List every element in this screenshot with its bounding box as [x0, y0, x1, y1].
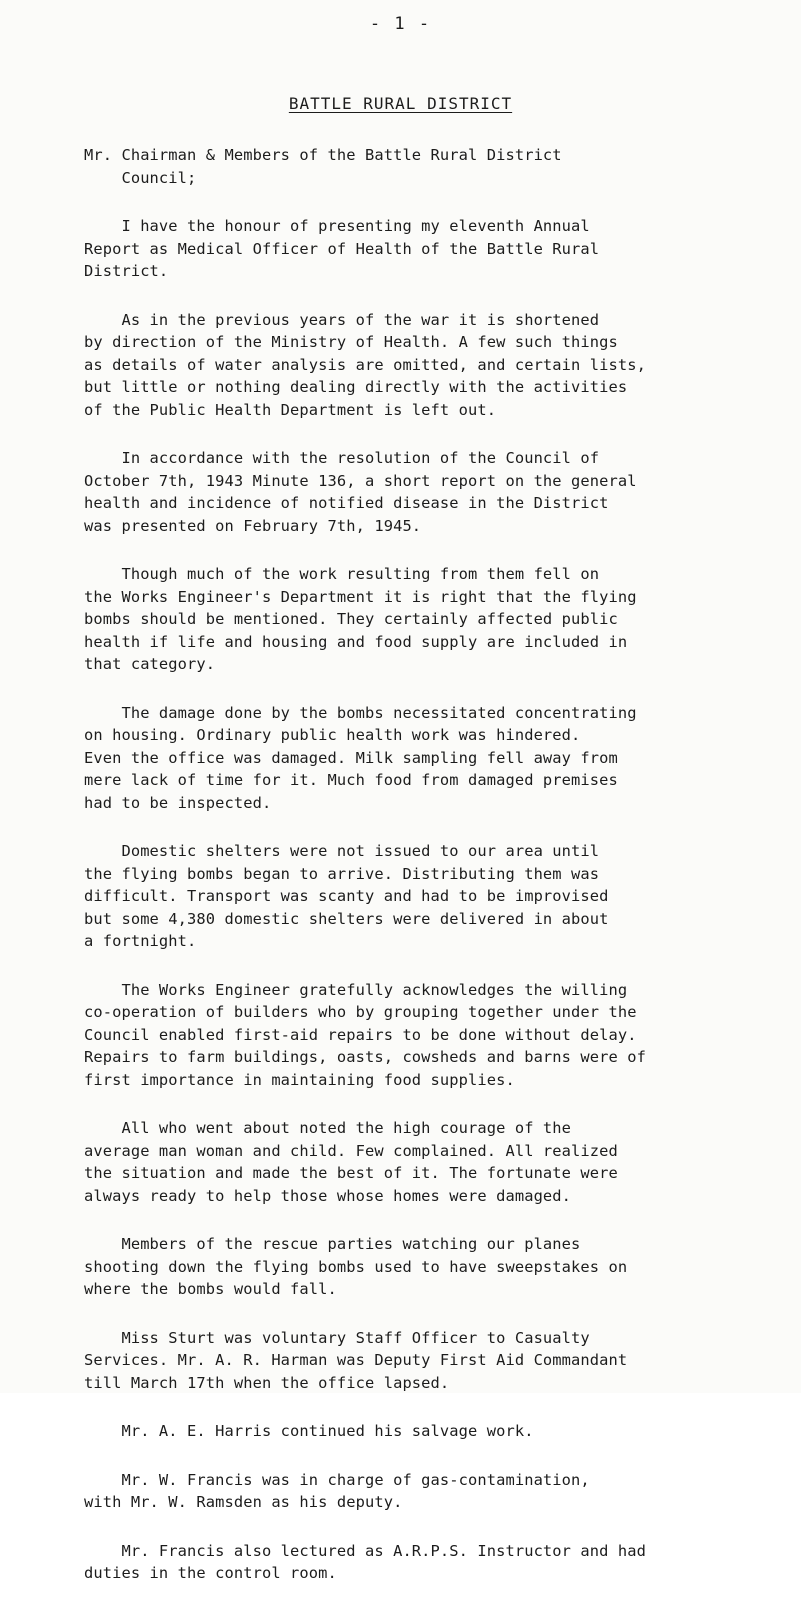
paragraph-line: Mr. Chairman & Members of the Battle Rural District	[84, 146, 562, 164]
paragraph-line: mere lack of time for it. Much food from damaged premises	[84, 771, 618, 789]
paragraph-line: Repairs to farm buildings, oasts, cowsheds and barns were of	[84, 1048, 646, 1066]
paragraph-line: by direction of the Ministry of Health. A few such things	[84, 333, 618, 351]
paragraph-line: bombs should be mentioned. They certainly affected public	[84, 610, 618, 628]
paragraph-line: the situation and made the best of it. The fortunate were	[84, 1164, 618, 1182]
paragraph-line: with Mr. W. Ramsden as his deputy.	[84, 1493, 403, 1511]
paragraph-line: as details of water analysis are omitted, and certain lists,	[84, 355, 646, 374]
paragraph-line: health if life and housing and food supply are included in	[84, 632, 628, 651]
paragraph-line: but little or nothing dealing directly with the activities	[84, 378, 628, 396]
paragraph-line: health and incidence of notified disease in the District	[84, 494, 609, 512]
paragraph-line: All who went about noted the high courage of the	[84, 1119, 572, 1137]
heading-text: BATTLE RURAL DISTRICT	[288, 94, 513, 113]
paragraph-line: duties in the control room.	[84, 1564, 337, 1582]
document-heading	[0, 94, 801, 113]
report-paragraph	[84, 447, 774, 537]
paragraph-line: Members of the rescue parties watching our planes	[84, 1235, 581, 1253]
paragraph-line: always ready to help those whose homes were damaged.	[84, 1186, 572, 1205]
paragraph-line: As in the previous years of the war it is shortened	[84, 310, 600, 329]
paragraph-line: Services. Mr. A. R. Harman was Deputy First Aid Commandant	[84, 1351, 628, 1369]
paragraph-line: The damage done by the bombs necessitated concentrating	[84, 703, 637, 722]
paragraph-line: first importance in maintaining food supplies.	[84, 1070, 515, 1089]
paragraph-line: The Works Engineer gratefully acknowledges the willing	[84, 980, 628, 999]
paragraph-line: average man woman and child. Few complained. All realized	[84, 1141, 618, 1160]
report-paragraph	[84, 1540, 774, 1585]
report-paragraph	[84, 1117, 774, 1207]
paragraph-line: Miss Sturt was voluntary Staff Officer to Casualty	[84, 1328, 590, 1347]
paragraph-line: co-operation of builders who by grouping together under the	[84, 1003, 637, 1021]
paragraph-line: of the Public Health Department is left out.	[84, 400, 497, 419]
paragraph-line: difficult. Transport was scanty and had to be improvised	[84, 887, 609, 905]
paragraph-line: In accordance with the resolution of the Council of	[84, 449, 600, 467]
report-paragraph	[84, 979, 774, 1092]
report-paragraph	[84, 1233, 774, 1301]
paragraph-line: had to be inspected.	[84, 793, 272, 812]
paragraph-line: a fortnight.	[84, 932, 197, 950]
paragraph-line: October 7th, 1943 Minute 136, a short report on the general	[84, 471, 637, 490]
paragraph-line: where the bombs would fall.	[84, 1280, 337, 1298]
paragraph-line: Though much of the work resulting from them fell on	[84, 565, 600, 583]
paragraph-line: the Works Engineer's Department it is right that the flying	[84, 587, 637, 606]
paragraph-line: was presented on February 7th, 1945.	[84, 516, 422, 535]
paragraph-line: Mr. W. Francis was in charge of gas-contamination,	[84, 1470, 590, 1489]
paragraph-line: Even the office was damaged. Milk sampling fell away from	[84, 748, 618, 767]
paragraph-line: Report as Medical Officer of Health of the Battle Rural	[84, 239, 600, 258]
paragraph-line: Mr. Francis also lectured as A.R.P.S. Instructor and had	[84, 1541, 646, 1560]
report-paragraph	[84, 840, 774, 953]
paragraph-line: Council enabled first-aid repairs to be done without delay.	[84, 1025, 637, 1044]
report-paragraph	[84, 563, 774, 676]
report-body	[84, 144, 774, 1611]
page-number: - 1 -	[369, 14, 432, 34]
paragraph-line: District.	[84, 262, 169, 280]
paragraph-line: till March 17th when the office lapsed.	[84, 1373, 450, 1392]
paragraph-line: on housing. Ordinary public health work was hindered.	[84, 726, 581, 744]
paragraph-line: but some 4,380 domestic shelters were delivered in about	[84, 909, 609, 928]
paragraph-line: shooting down the flying bombs used to have sweepstakes on	[84, 1257, 628, 1276]
paragraph-line: the flying bombs began to arrive. Distributing them was	[84, 864, 600, 883]
report-paragraph	[84, 215, 774, 283]
paragraph-line: Mr. A. E. Harris continued his salvage work.	[84, 1422, 534, 1440]
report-paragraph	[84, 1469, 774, 1514]
paragraph-line: that category.	[84, 655, 216, 673]
report-paragraph	[84, 144, 774, 189]
report-paragraph	[84, 702, 774, 815]
paragraph-line: I have the honour of presenting my eleventh Annual	[84, 217, 590, 235]
report-paragraph	[84, 1327, 774, 1395]
report-paragraph	[84, 1420, 774, 1443]
paragraph-line: Domestic shelters were not issued to our area until	[84, 842, 600, 860]
report-paragraph	[84, 309, 774, 422]
paragraph-line: Council;	[84, 168, 197, 187]
